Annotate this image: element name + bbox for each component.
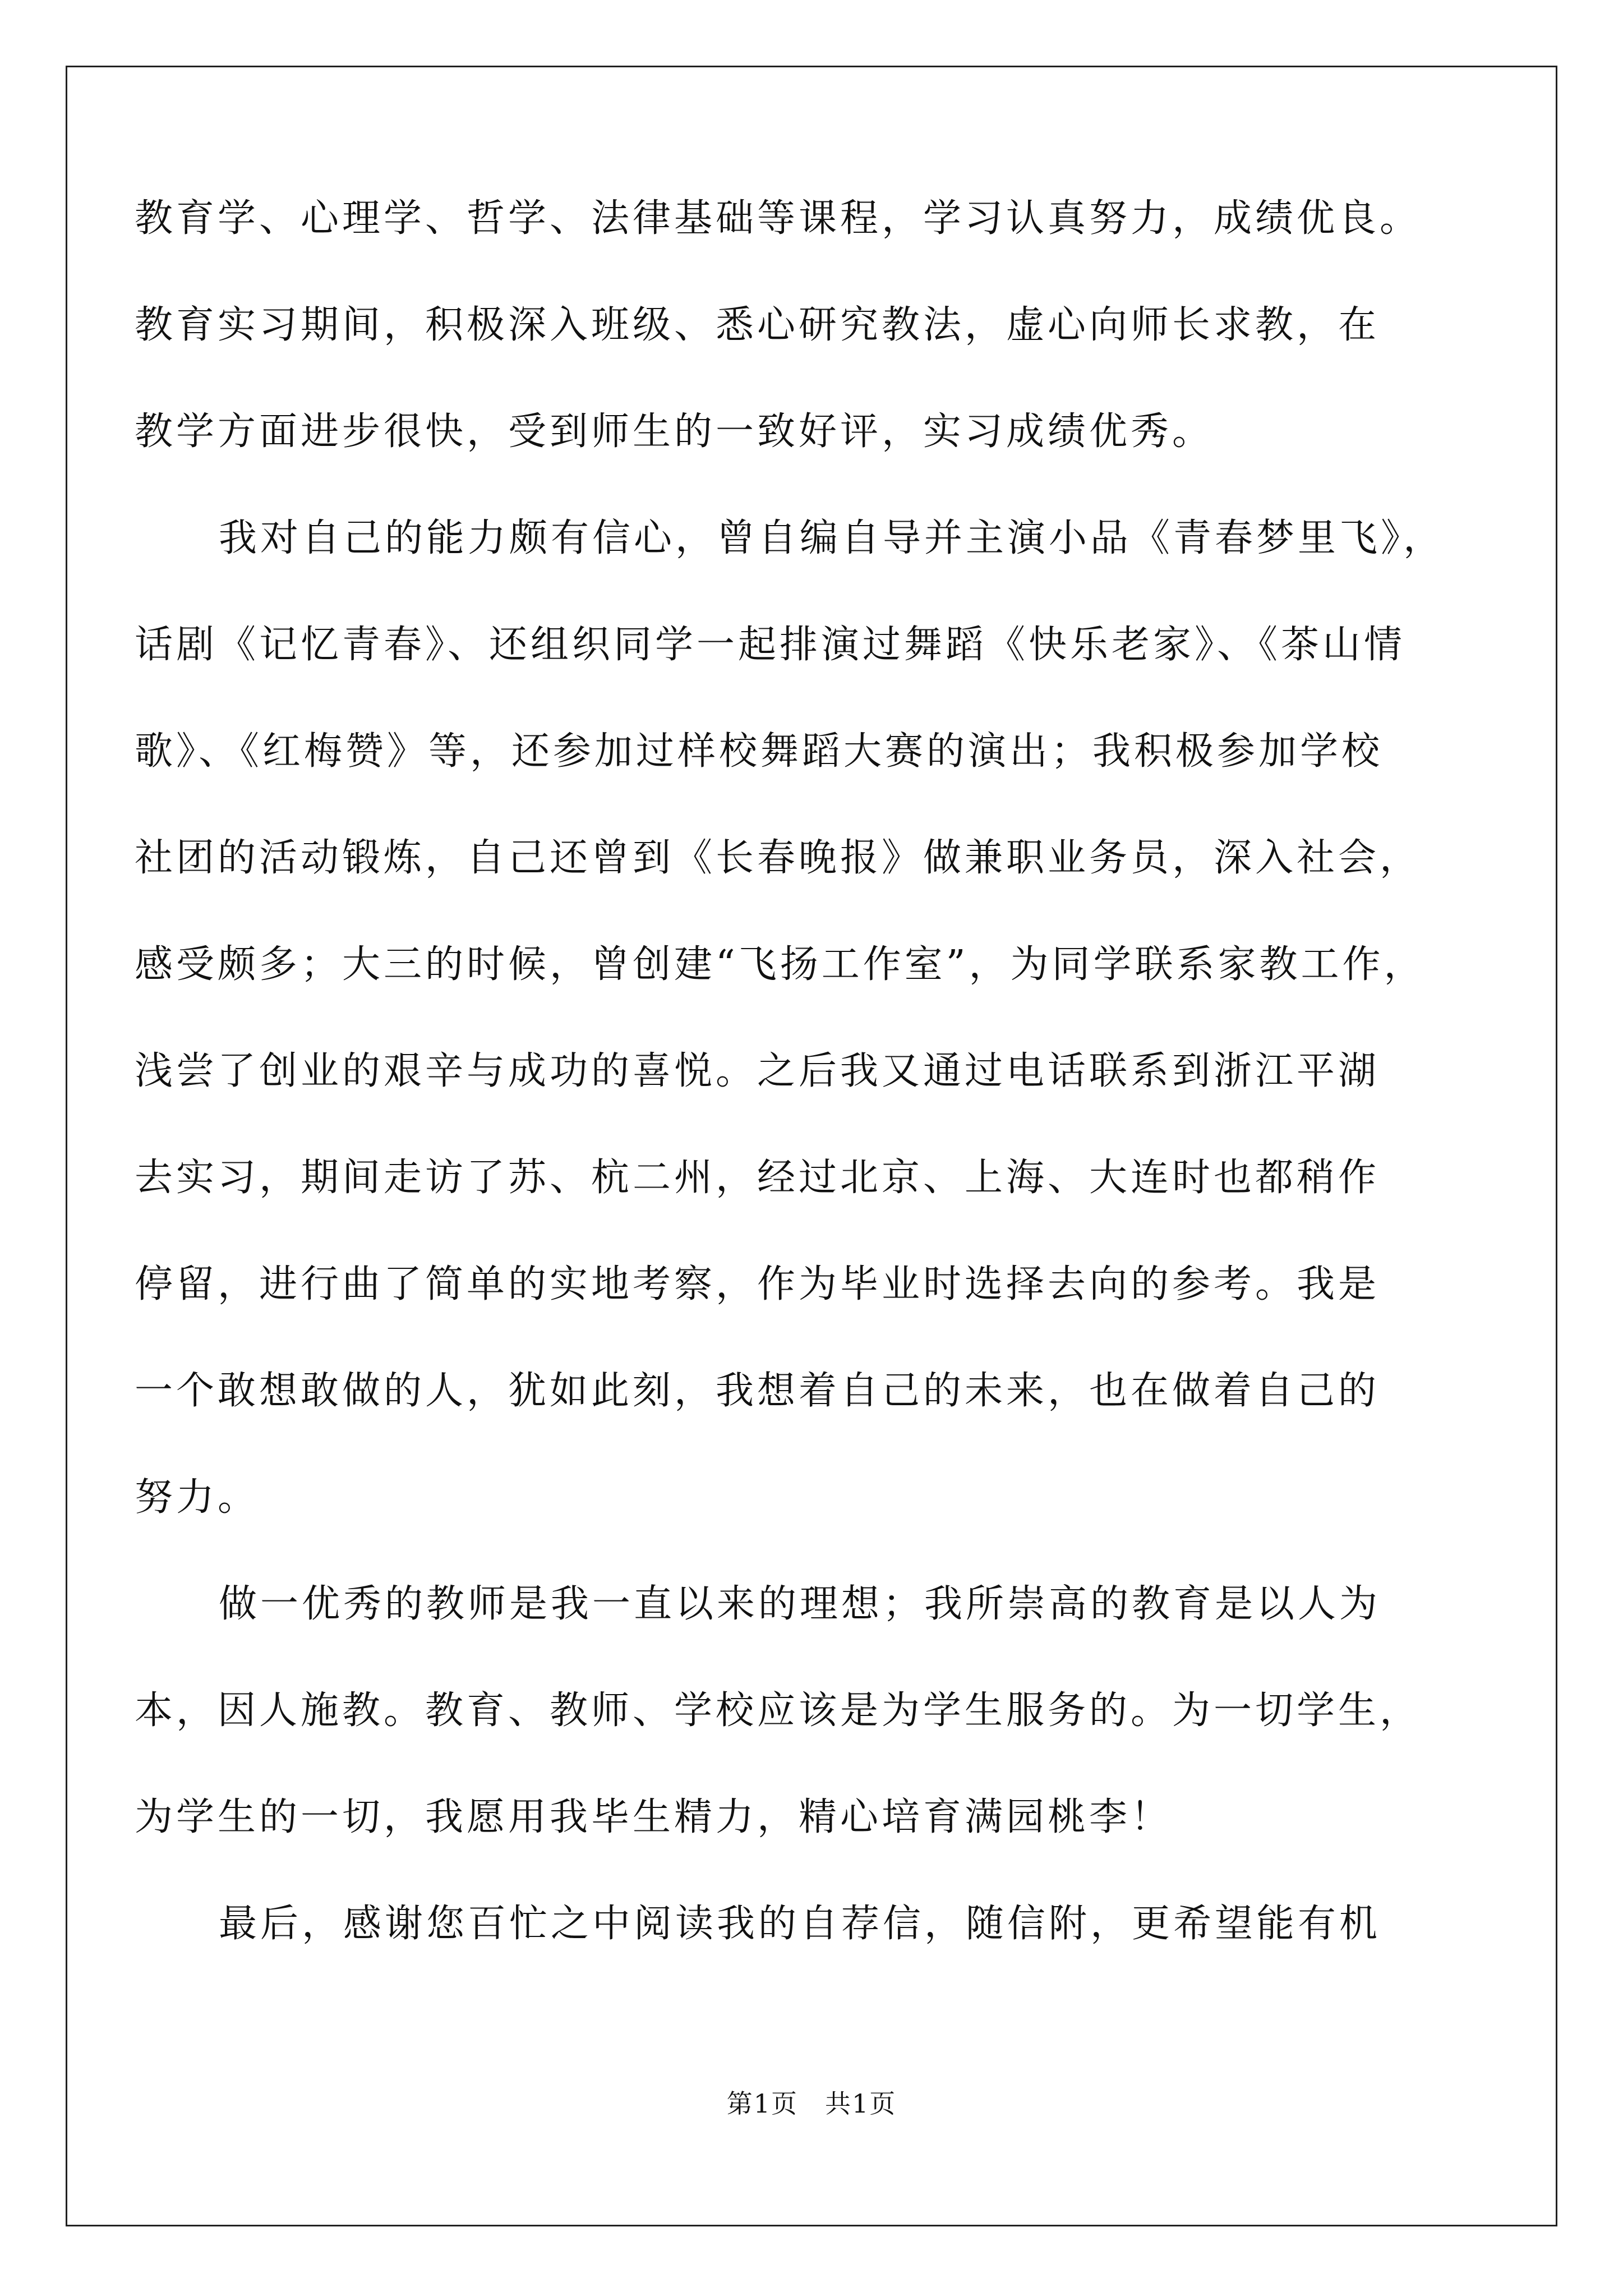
text-line: 为学生的一切，我愿用我毕生精力，精心培育满园桃李！ bbox=[135, 1795, 1173, 1839]
text-line: 歌》、《红梅赞》等，还参加过样校舞蹈大赛的演出；我积极参加学校 bbox=[135, 729, 1384, 774]
paragraph-start-line: 我对自己的能力颇有信心，曾自编自导并主演小品《青春梦里飞》， bbox=[219, 516, 1445, 560]
text-line: 浅尝了创业的艰辛与成功的喜悦。之后我又通过电话联系到浙江平湖 bbox=[135, 1049, 1380, 1093]
paragraph-start-line: 最后，感谢您百忙之中阅读我的自荐信，随信附，更希望能有机 bbox=[219, 1902, 1381, 1946]
text-line: 一个敢想敢做的人，犹如此刻，我想着自己的未来，也在做着自己的 bbox=[135, 1369, 1380, 1413]
text-line: 社团的活动锻炼，自己还曾到《长春晚报》做兼职业务员，深入社会， bbox=[135, 836, 1422, 880]
text-line: 话剧《记忆青春》、还组织同学一起排演过舞蹈《快乐老家》、《茶山情 bbox=[135, 623, 1406, 667]
text-line: 努力。 bbox=[135, 1475, 260, 1520]
text-line: 本，因人施教。教育、教师、学校应该是为学生服务的。为一切学生， bbox=[135, 1688, 1422, 1733]
text-line: 教学方面进步很快，受到师生的一致好评，实习成绩优秀。 bbox=[135, 409, 1214, 454]
page-footer: 第1页 共1页 bbox=[726, 2088, 897, 2119]
text-line: 停留，进行曲了简单的实地考察，作为毕业时选择去向的参考。我是 bbox=[135, 1262, 1380, 1306]
text-line: 感受颇多；大三的时候，曾创建“飞扬工作室”，为同学联系家教工作， bbox=[135, 942, 1426, 987]
text-line: 教育学、心理学、哲学、法律基础等课程，学习认真努力，成绩优良。 bbox=[135, 196, 1422, 241]
paragraph-start-line: 做一优秀的教师是我一直以来的理想；我所崇高的教育是以人为 bbox=[219, 1582, 1381, 1626]
text-line: 去实习，期间走访了苏、杭二州，经过北京、上海、大连时也都稍作 bbox=[135, 1156, 1380, 1200]
text-line: 教育实习期间，积极深入班级、悉心研究教法，虚心向师长求教，在 bbox=[135, 303, 1380, 347]
